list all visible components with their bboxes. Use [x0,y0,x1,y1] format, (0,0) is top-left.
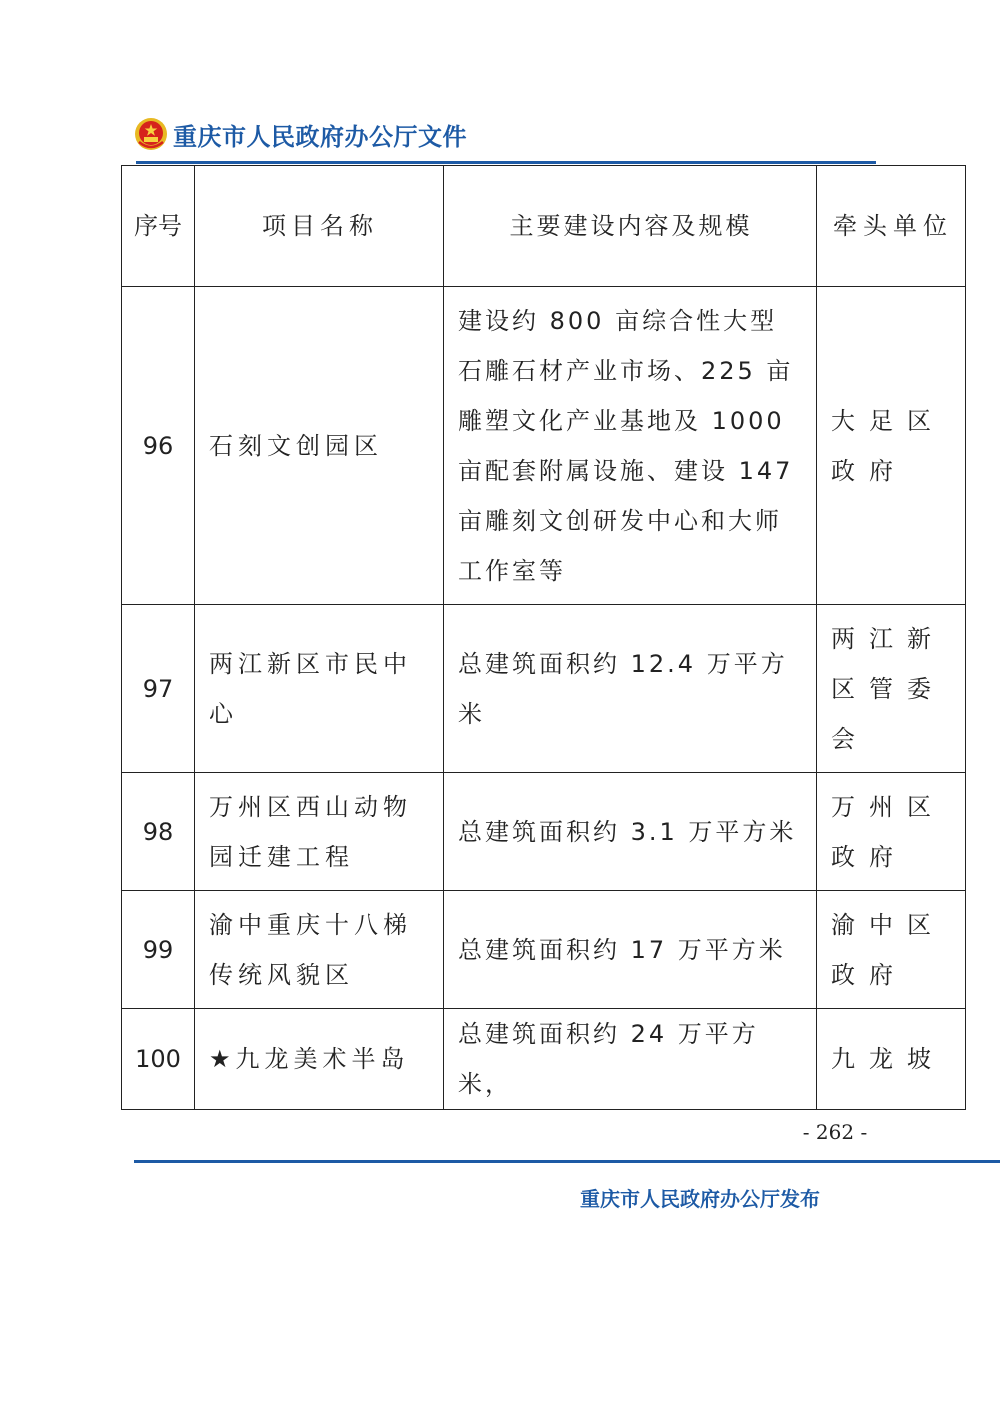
page-number: - 262 - [802,1120,868,1144]
project-content: 总建筑面积约 17 万平方米 [444,891,817,1009]
row-number: 96 [122,287,195,605]
lead-unit: 九龙坡 [817,1009,966,1110]
row-number: 98 [122,773,195,891]
project-name: 石刻文创园区 [195,287,444,605]
row-number: 100 [122,1009,195,1110]
national-emblem-icon [133,116,169,152]
table-row [122,891,966,1009]
header-title: 重庆市人民政府办公厅文件 [173,122,467,151]
column-header-unit: 牵头单位 [817,166,966,287]
column-header-no: 序号 [122,166,195,287]
footer-publisher: 重庆市人民政府办公厅发布 [580,1187,820,1211]
footer-divider [134,1160,1000,1163]
lead-unit: 渝中区政府 [817,891,966,1009]
table-header-row [122,166,966,287]
column-header-content: 主要建设内容及规模 [444,166,817,287]
header-divider [136,161,876,164]
project-content: 总建筑面积约 12.4 万平方米 [444,605,817,773]
project-name: ★九龙美术半岛 [195,1009,444,1110]
project-table [121,165,966,1110]
row-number: 99 [122,891,195,1009]
project-content: 建设约 800 亩综合性大型石雕石材产业市场、225 亩雕塑文化产业基地及 1000 亩配套附属设施、建设 147 亩雕刻文创研发中心和大师工作室等 [444,287,817,605]
project-name: 两江新区市民中心 [195,605,444,773]
table-row [122,1009,966,1110]
document-header [133,112,467,156]
lead-unit: 大足区政府 [817,287,966,605]
column-header-name: 项目名称 [195,166,444,287]
project-content: 总建筑面积约 24 万平方米， [444,1009,817,1110]
project-name: 万州区西山动物园迁建工程 [195,773,444,891]
table-row [122,287,966,605]
project-content: 总建筑面积约 3.1 万平方米 [444,773,817,891]
row-number: 97 [122,605,195,773]
table-row [122,773,966,891]
project-name: 渝中重庆十八梯传统风貌区 [195,891,444,1009]
lead-unit: 万州区政府 [817,773,966,891]
table-row [122,605,966,773]
lead-unit: 两江新区管委会 [817,605,966,773]
